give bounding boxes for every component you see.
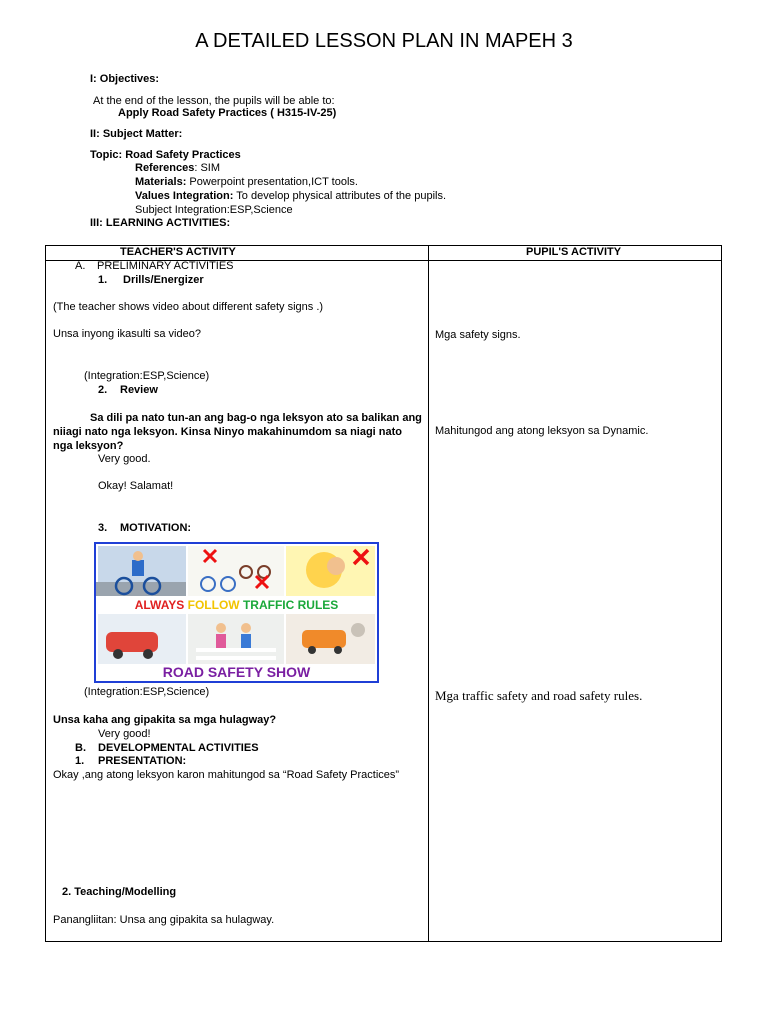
materials-value: Powerpoint presentation,ICT tools.: [186, 176, 358, 188]
section-b-label: DEVELOPMENTAL ACTIVITIES: [98, 742, 259, 754]
references-label: References: [135, 162, 195, 174]
materials-label: Materials:: [135, 176, 187, 188]
question-video: Unsa inyong ikasulti sa video?: [53, 328, 201, 340]
integration-note-1: (Integration:ESP,Science): [84, 370, 210, 382]
section-a-marker: A.: [75, 260, 86, 272]
very-good-1: Very good.: [98, 453, 151, 465]
values-line: [135, 190, 446, 202]
objectives-heading: I: Objectives:: [90, 73, 160, 85]
presentation-number: 1.: [75, 755, 85, 767]
materials-line: [135, 176, 358, 188]
item1-label: Drills/Energizer: [123, 274, 204, 286]
page-title: A DETAILED LESSON PLAN IN MAPEH 3: [195, 30, 573, 52]
question-pictures: Unsa kaha ang gipakita sa mga hulagway?: [53, 714, 277, 726]
item2-label: Review: [120, 384, 158, 396]
pupil-activity-header: PUPIL'S ACTIVITY: [526, 246, 622, 258]
item1-number: 1.: [98, 274, 108, 286]
item3-label: MOTIVATION:: [120, 522, 192, 534]
subject-matter-heading: II: Subject Matter:: [90, 128, 183, 140]
subject-integration-line: Subject Integration:ESP,Science: [135, 204, 293, 216]
section-a-label: PRELIMINARY ACTIVITIES: [97, 260, 234, 272]
learning-activities-heading: III: LEARNING ACTIVITIES:: [90, 217, 231, 229]
teaching-modelling-label: 2. Teaching/Modelling: [62, 886, 177, 898]
pupil-answer-3: Mga traffic safety and road safety rules.: [435, 688, 643, 703]
presentation-label: PRESENTATION:: [98, 755, 187, 767]
road-safety-poster: [94, 542, 379, 683]
video-note: (The teacher shows video about different safety signs .): [53, 301, 324, 313]
pupil-answer-1: Mga safety signs.: [435, 329, 521, 341]
values-label: Values Integration:: [135, 190, 234, 202]
item2-number: 2.: [98, 384, 108, 396]
topic-line: Topic: Road Safety Practices: [90, 149, 241, 161]
presentation-text: Okay ,ang atong leksyon karon mahitungod sa “Road Safety Practices”: [53, 769, 400, 781]
objectives-intro: At the end of the lesson, the pupils will be able to:: [93, 95, 335, 107]
references-line: [135, 162, 220, 174]
pupil-answer-2: Mahitungod ang atong leksyon sa Dynamic.: [435, 425, 649, 437]
banner-follow: FOLLOW: [187, 598, 240, 612]
item3-number: 3.: [98, 522, 108, 534]
review-text: Sa dili pa nato tun-an ang bag-o nga leksyon ato sa balikan ang niiagi nato nga leksyon. Kinsa Ninyo makahinumdom sa niagi nato nga leksyon?: [53, 412, 422, 452]
section-b-marker: B.: [75, 742, 86, 754]
integration-note-2: (Integration:ESP,Science): [84, 686, 210, 698]
banner-traffic-rules: TRAFFIC RULES: [242, 598, 339, 612]
example-text: Panangliitan: Unsa ang gipakita sa hulagway.: [53, 914, 275, 926]
values-value: To develop physical attributes of the pupils.: [233, 190, 447, 202]
objectives-goal: Apply Road Safety Practices ( H315-IV-25): [118, 107, 337, 119]
banner-always: ALWAYS: [134, 598, 185, 612]
very-good-2: Very good!: [98, 728, 151, 740]
poster-banner: [96, 596, 377, 614]
teacher-activity-header: TEACHER'S ACTIVITY: [120, 246, 236, 258]
table-column-divider: [428, 245, 429, 942]
okay-salamat: Okay! Salamat!: [98, 480, 174, 492]
references-value: : SIM: [194, 162, 220, 174]
poster-footer: ROAD SAFETY SHOW: [96, 664, 377, 681]
